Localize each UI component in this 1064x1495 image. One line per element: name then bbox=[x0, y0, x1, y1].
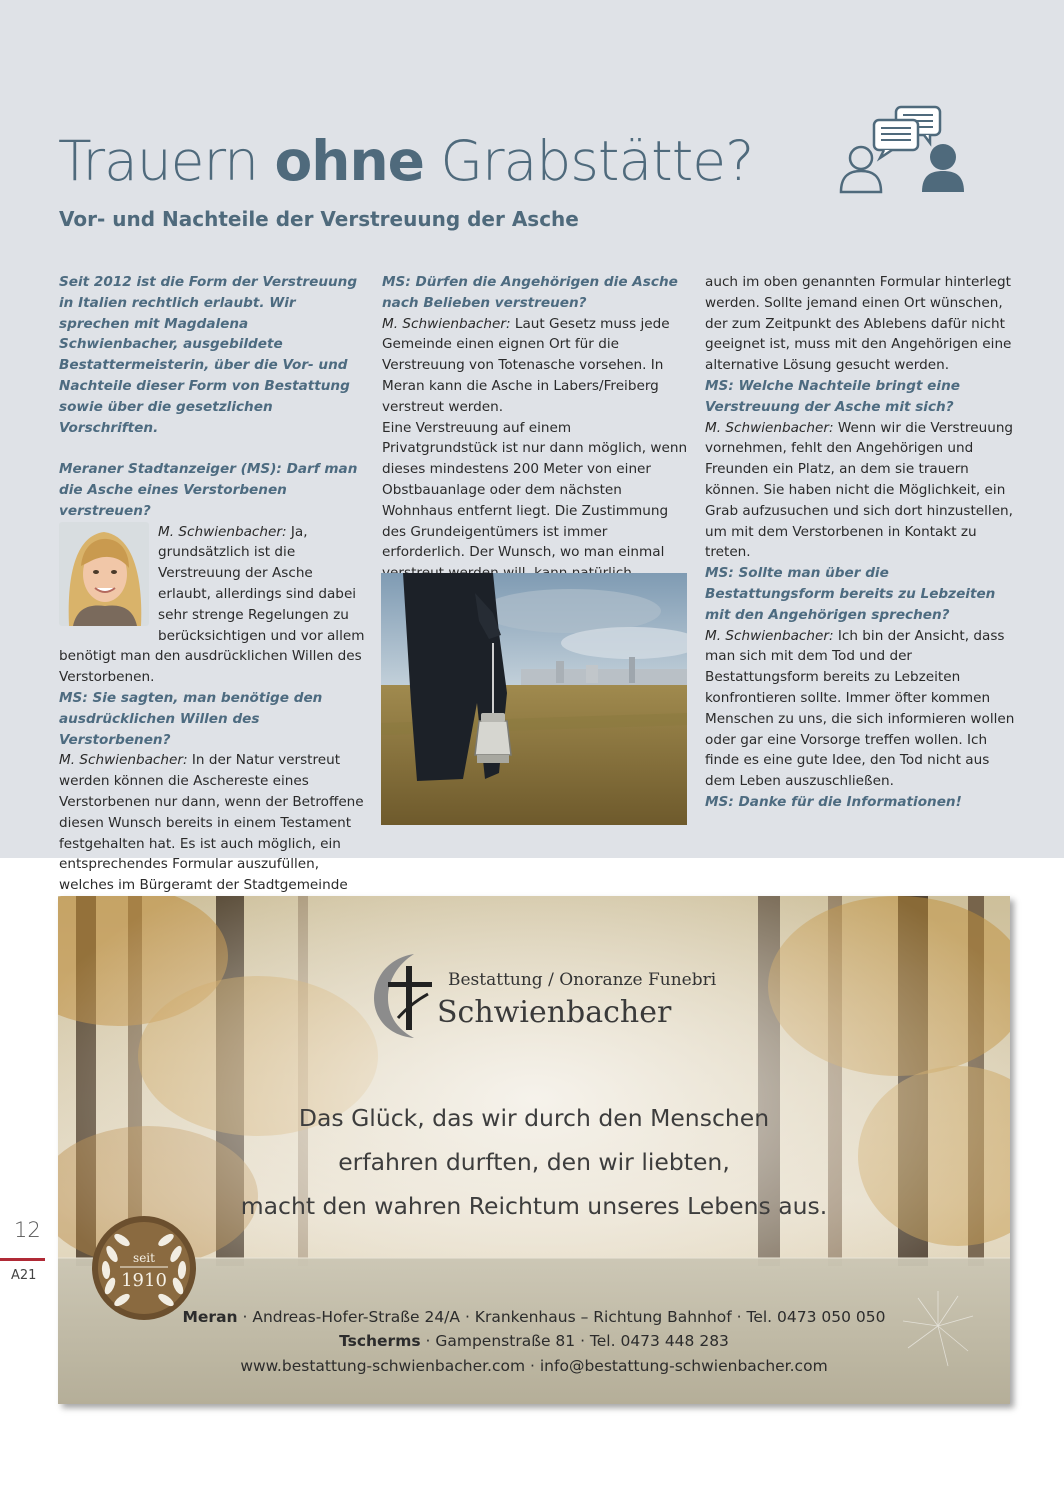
article-column-2 bbox=[382, 272, 688, 584]
quote-line-2: erfahren durften, den wir liebten, bbox=[338, 1148, 730, 1176]
answer-4: M. Schwienbacher: Wenn wir die Verstreuung vornehmen, fehlt den Angehörigen und Freunden ein Platz, an dem sie trauern können. Sie haben nicht die Möglichkeit, ein Grab aufzusuchen und sich dort hinzustellen, um mit dem Verstorbenen in Kontakt zu treten. bbox=[705, 419, 1014, 561]
answer-2: M. Schwienbacher: In der Natur verstreut werden können die Aschereste eines Verstorbenen nur dann, wenn der Betroffene diesen Wunsch bereits in einem Testament festgehalten hat. Es ist auch möglich, ein entsprechendes Formular auszufüllen, welches im Bürgeramt der Stadtgemeinde bbox=[59, 752, 364, 894]
page-marker-rule bbox=[0, 1258, 45, 1261]
answer-3: M. Schwienbacher: Laut Gesetz muss jede Gemeinde einen eignen Ort für die Verstreuung von Totenasche vorsehen. In Meran kann die Asche in Labers/Freiberg verstreut werden. bbox=[382, 315, 670, 415]
contact-tscherms: Tscherms · Gampenstraße 81 · Tel. 0473 448 283 bbox=[339, 1332, 729, 1350]
seal-since-label: seit bbox=[133, 1251, 155, 1265]
urn-field-photo bbox=[381, 573, 687, 825]
title-emphasis: ohne bbox=[274, 129, 424, 193]
article-intro: Seit 2012 ist die Form der Verstreuung in Italien rechtlich erlaubt. Wir sprechen mit Magdalena Schwienbacher, ausgebildete Bestattermeisterin, über die Vor- und Nachteile dieser Form von Bestattung sowie über die gesetzlichen Vorschriften. bbox=[59, 274, 358, 436]
quote-line-3: macht den wahren Reichtum unseres Lebens aus. bbox=[240, 1192, 828, 1220]
seal-year: 1910 bbox=[121, 1270, 167, 1291]
answer-3-continued: Eine Verstreuung auf einem Privatgrundstück ist nur dann möglich, wenn dieses mindestens 200 Meter von einer Obstbauanlage oder dem nächsten Wohnhaus entfernt liegt. Die Zustimmung des Grundeigentümers ist immer erforderlich. Der Wunsch, wo man einmal bbox=[382, 419, 688, 561]
speaker-label: M. Schwienbacher: bbox=[382, 315, 511, 332]
closing-line: MS: Danke für die Informationen! bbox=[705, 793, 962, 810]
logo-tagline: Bestattung / Onoranze Funebri bbox=[448, 970, 717, 990]
funeral-ad bbox=[58, 896, 1010, 1404]
contact-web-email: www.bestattung-schwienbacher.com · info@bestattung-schwienbacher.com bbox=[240, 1357, 828, 1375]
logo-company-name: Schwienbacher bbox=[437, 995, 672, 1030]
answer-1: M. Schwienbacher: Ja, grundsätzlich ist die Verstreuung der Asche erlaubt, allerdings sind dabei sehr strenge Regelungen zu berücksichtigen und vor allem benötigt man den ausdrücklichen Willen des Verstorbenen. bbox=[59, 523, 365, 686]
page-number: 12 bbox=[14, 1218, 41, 1242]
article-column-3 bbox=[705, 272, 1015, 813]
quote-line-1: Das Glück, das wir durch den Menschen bbox=[298, 1104, 770, 1132]
article-subtitle: Vor- und Nachteile der Verstreuung der Asche bbox=[59, 207, 579, 231]
speaker-label: M. Schwienbacher: bbox=[158, 523, 287, 540]
question-2: MS: Sie sagten, man benötige den ausdrücklichen Willen des Verstorbenen? bbox=[59, 689, 323, 748]
answer-3-end: auch im oben genannten Formular hinterlegt werden. Sollte jemand einen Ort wünschen, der zum Zeitpunkt des Ablebens dafür nicht geeignet ist, muss mit den Angehörigen eine alternative Lösung gesucht werden. bbox=[705, 274, 1012, 374]
speaker-label: M. Schwienbacher: bbox=[705, 627, 834, 644]
speaker-label: M. Schwienbacher: bbox=[59, 752, 188, 769]
question-4: MS: Welche Nachteile bringt eine Verstreuung der Asche mit sich? bbox=[705, 377, 960, 415]
contact-meran: Meran · Andreas-Hofer-Straße 24/A · Krankenhaus – Richtung Bahnhof · Tel. 0473 050 050 bbox=[182, 1308, 886, 1326]
question-3: MS: Dürfen die Angehörigen die Asche nach Belieben verstreuen? bbox=[382, 274, 678, 311]
portrait-photo bbox=[59, 522, 149, 626]
answer-5: M. Schwienbacher: Ich bin der Ansicht, dass man sich mit dem Tod und der Bestattungsform bereits zu Lebzeiten konfrontieren sollte. Immer öfter kommen Menschen zu uns, die sich informieren wollen oder gar eine Vorsorge treffen wollen. Ich finde es eine gute Idee, den Tod nicht aus dem Leben auszuschließen. bbox=[705, 627, 1015, 790]
since-seal bbox=[90, 1214, 198, 1322]
company-logo bbox=[370, 948, 717, 1044]
question-5: MS: Sollte man über die Bestattungsform bereits zu Lebzeiten mit den Angehörigen sprechen? bbox=[705, 565, 996, 623]
cross-crescent-icon bbox=[370, 948, 446, 1044]
article-title: Trauern ohne Grabstätte? bbox=[58, 129, 754, 193]
article-column-1 bbox=[59, 272, 367, 938]
speaker-label: M. Schwienbacher: bbox=[705, 419, 834, 436]
question-1: Meraner Stadtanzeiger (MS): Darf man die Asche eines Verstorbenen verstreuen? bbox=[59, 461, 358, 519]
chat-people-icon bbox=[836, 104, 972, 196]
page-code: A21 bbox=[11, 1268, 37, 1283]
